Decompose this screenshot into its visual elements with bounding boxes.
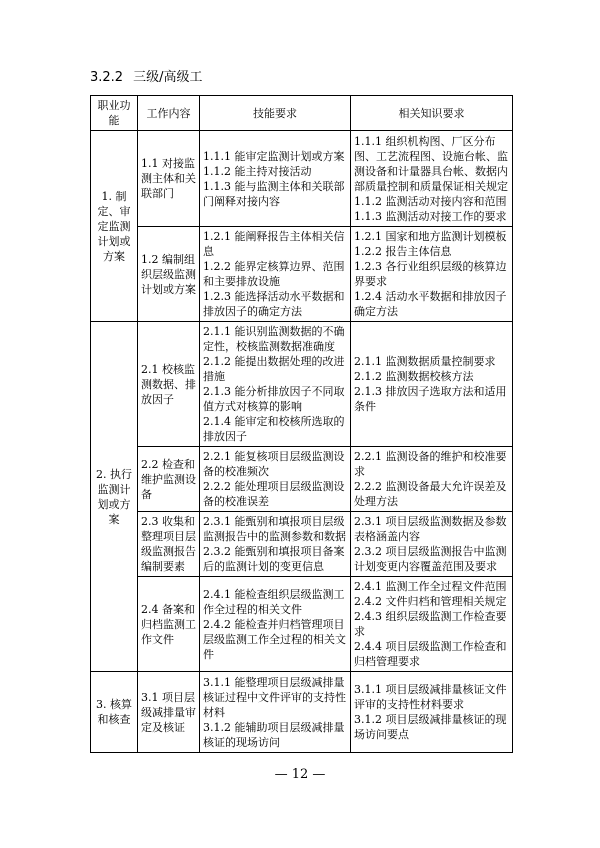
knowledge-item: 1.2.4 活动水平数据和排放因子确定方法 <box>354 290 507 318</box>
knowledge-item: 2.4.3 组织层级监测工作检查要求 <box>354 610 507 638</box>
header-row <box>91 96 513 131</box>
skill-item: 2.2.1 能复核项目层级监测设备的校准频次 <box>203 450 345 478</box>
header-knowledge-requirements: 相关知识要求 <box>351 96 513 131</box>
knowledge-item: 1.1.2 监测活动对接内容和范围 <box>354 194 507 208</box>
section-heading <box>90 70 202 86</box>
skill-item: 2.4.1 能检查组织层级监测工作全过程的相关文件 <box>203 587 345 616</box>
skill-item: 2.3.2 能甄别和填报项目备案后的监测计划的变更信息 <box>203 545 345 573</box>
section-number: 3.2.2 <box>90 70 124 85</box>
table-row <box>91 672 513 753</box>
skill-requirements-cell <box>200 322 351 447</box>
knowledge-item: 1.2.1 国家和地方监测计划模板 <box>354 230 507 243</box>
skill-item: 2.2.2 能处理项目层级监测设备的校准误差 <box>203 480 345 508</box>
table-row <box>91 512 513 577</box>
work-content-cell: 3.1 项目层级减排量审定及核证 <box>138 672 200 753</box>
knowledge-item: 3.1.2 项目层级减排量核证的现场访问要点 <box>354 713 507 741</box>
knowledge-item: 2.3.1 项目层级监测数据及参数表格涵盖内容 <box>354 515 507 543</box>
work-content-cell: 2.1 校核监测数据、排放因子 <box>138 322 200 447</box>
knowledge-requirements-cell <box>351 227 513 322</box>
competency-table-container <box>90 95 512 753</box>
knowledge-requirements-cell <box>351 447 513 512</box>
skill-item: 1.2.3 能选择活动水平数据和排放因子的确定方法 <box>203 290 345 318</box>
skill-item: 2.1.2 能提出数据处理的改进措施 <box>203 355 345 383</box>
work-content-cell: 2.4 备案和归档监测工作文件 <box>138 577 200 672</box>
table-row <box>91 227 513 322</box>
occupational-function-cell: 2. 执行监测计划或方案 <box>91 322 138 672</box>
skill-item: 1.1.3 能与监测主体和关联部门阐释对接内容 <box>203 179 345 208</box>
table-row <box>91 131 513 227</box>
work-content-cell: 1.1 对接监测主体和关联部门 <box>138 131 200 227</box>
table-row <box>91 577 513 672</box>
work-content-cell: 2.3 收集和整理项目层级监测报告编制要素 <box>138 512 200 577</box>
knowledge-item: 1.2.2 报告主体信息 <box>354 245 452 258</box>
skill-item: 3.1.1 能整理项目层级减排量核证过程中文件评审的支持性材料 <box>203 675 346 719</box>
knowledge-item: 2.3.2 项目层级监测报告中监测计划变更内容覆盖范围及要求 <box>354 545 507 573</box>
skill-requirements-cell <box>200 227 351 322</box>
skill-item: 2.1.3 能分析排放因子不同取值方式对核算的影响 <box>203 385 345 413</box>
knowledge-item: 1.1.1 组织机构图、厂区分布图、工艺流程图、设施台帐、监测设备和计量器具台帐、数据内部质量控制和质量保证相关规定 <box>354 134 508 193</box>
skill-item: 2.1.1 能识别监测数据的不确定性，校核监测数据准确度 <box>203 325 345 353</box>
skill-requirements-cell <box>200 447 351 512</box>
skill-requirements-cell <box>200 512 351 577</box>
knowledge-requirements-cell <box>351 672 513 753</box>
knowledge-requirements-cell <box>351 512 513 577</box>
occupational-function-cell: 1. 制定、审定监测计划或方案 <box>91 131 138 322</box>
knowledge-item: 2.1.2 监测数据校核方法 <box>354 370 474 383</box>
skill-item: 1.2.1 能阐释报告主体相关信息 <box>203 230 345 258</box>
occupational-function-cell: 3. 核算和核查 <box>91 672 138 753</box>
work-content-cell: 1.2 编制组织层级监测计划或方案 <box>138 227 200 322</box>
skill-item: 1.2.2 能界定核算边界、范围和主要排放设施 <box>203 260 345 288</box>
knowledge-item: 2.4.4 项目层级监测工作检查和归档管理要求 <box>354 640 507 668</box>
table-row <box>91 322 513 447</box>
competency-table <box>90 95 513 753</box>
skill-item: 1.1.2 能主持对接活动 <box>203 164 312 178</box>
skill-item: 2.1.4 能审定和校核所选取的排放因子 <box>203 415 345 443</box>
knowledge-requirements-cell <box>351 131 513 227</box>
work-content-cell: 2.2 检查和维护监测设备 <box>138 447 200 512</box>
knowledge-requirements-cell <box>351 322 513 447</box>
knowledge-requirements-cell <box>351 577 513 672</box>
knowledge-item: 2.2.2 监测设备最大允许误差及处理方法 <box>354 480 507 508</box>
skill-requirements-cell <box>200 672 351 753</box>
section-title: 三级/高级工 <box>133 70 203 85</box>
knowledge-item: 3.1.1 项目层级减排量核证文件评审的支持性材料要求 <box>354 683 507 711</box>
table-row <box>91 447 513 512</box>
knowledge-item: 2.1.3 排放因子选取方法和适用条件 <box>354 385 507 413</box>
skill-requirements-cell <box>200 577 351 672</box>
skill-requirements-cell <box>200 131 351 227</box>
page-number: — 12 — <box>274 767 326 782</box>
knowledge-item: 2.4.1 监测工作全过程文件范围 <box>354 580 507 593</box>
skill-item: 1.1.1 能审定监测计划或方案 <box>203 149 345 163</box>
header-occupational-function: 职业功能 <box>91 96 138 131</box>
header-work-content: 工作内容 <box>138 96 200 131</box>
header-skill-requirements: 技能要求 <box>200 96 351 131</box>
skill-item: 3.1.2 能辅助项目层级减排量核证的现场访问 <box>203 720 345 749</box>
skill-item: 2.3.1 能甄别和填报项目层级监测报告中的监测参数和数据 <box>203 515 346 543</box>
knowledge-item: 2.2.1 监测设备的维护和校准要求 <box>354 450 507 478</box>
knowledge-item: 2.4.2 文件归档和管理相关规定 <box>354 595 507 608</box>
knowledge-item: 1.1.3 监测活动对接工作的要求 <box>354 209 507 223</box>
skill-item: 2.4.2 能检查并归档管理项目层级监测工作全过程的相关文件 <box>203 617 346 661</box>
knowledge-item: 1.2.3 各行业组织层级的核算边界要求 <box>354 260 507 288</box>
knowledge-item: 2.1.1 监测数据质量控制要求 <box>354 355 496 368</box>
